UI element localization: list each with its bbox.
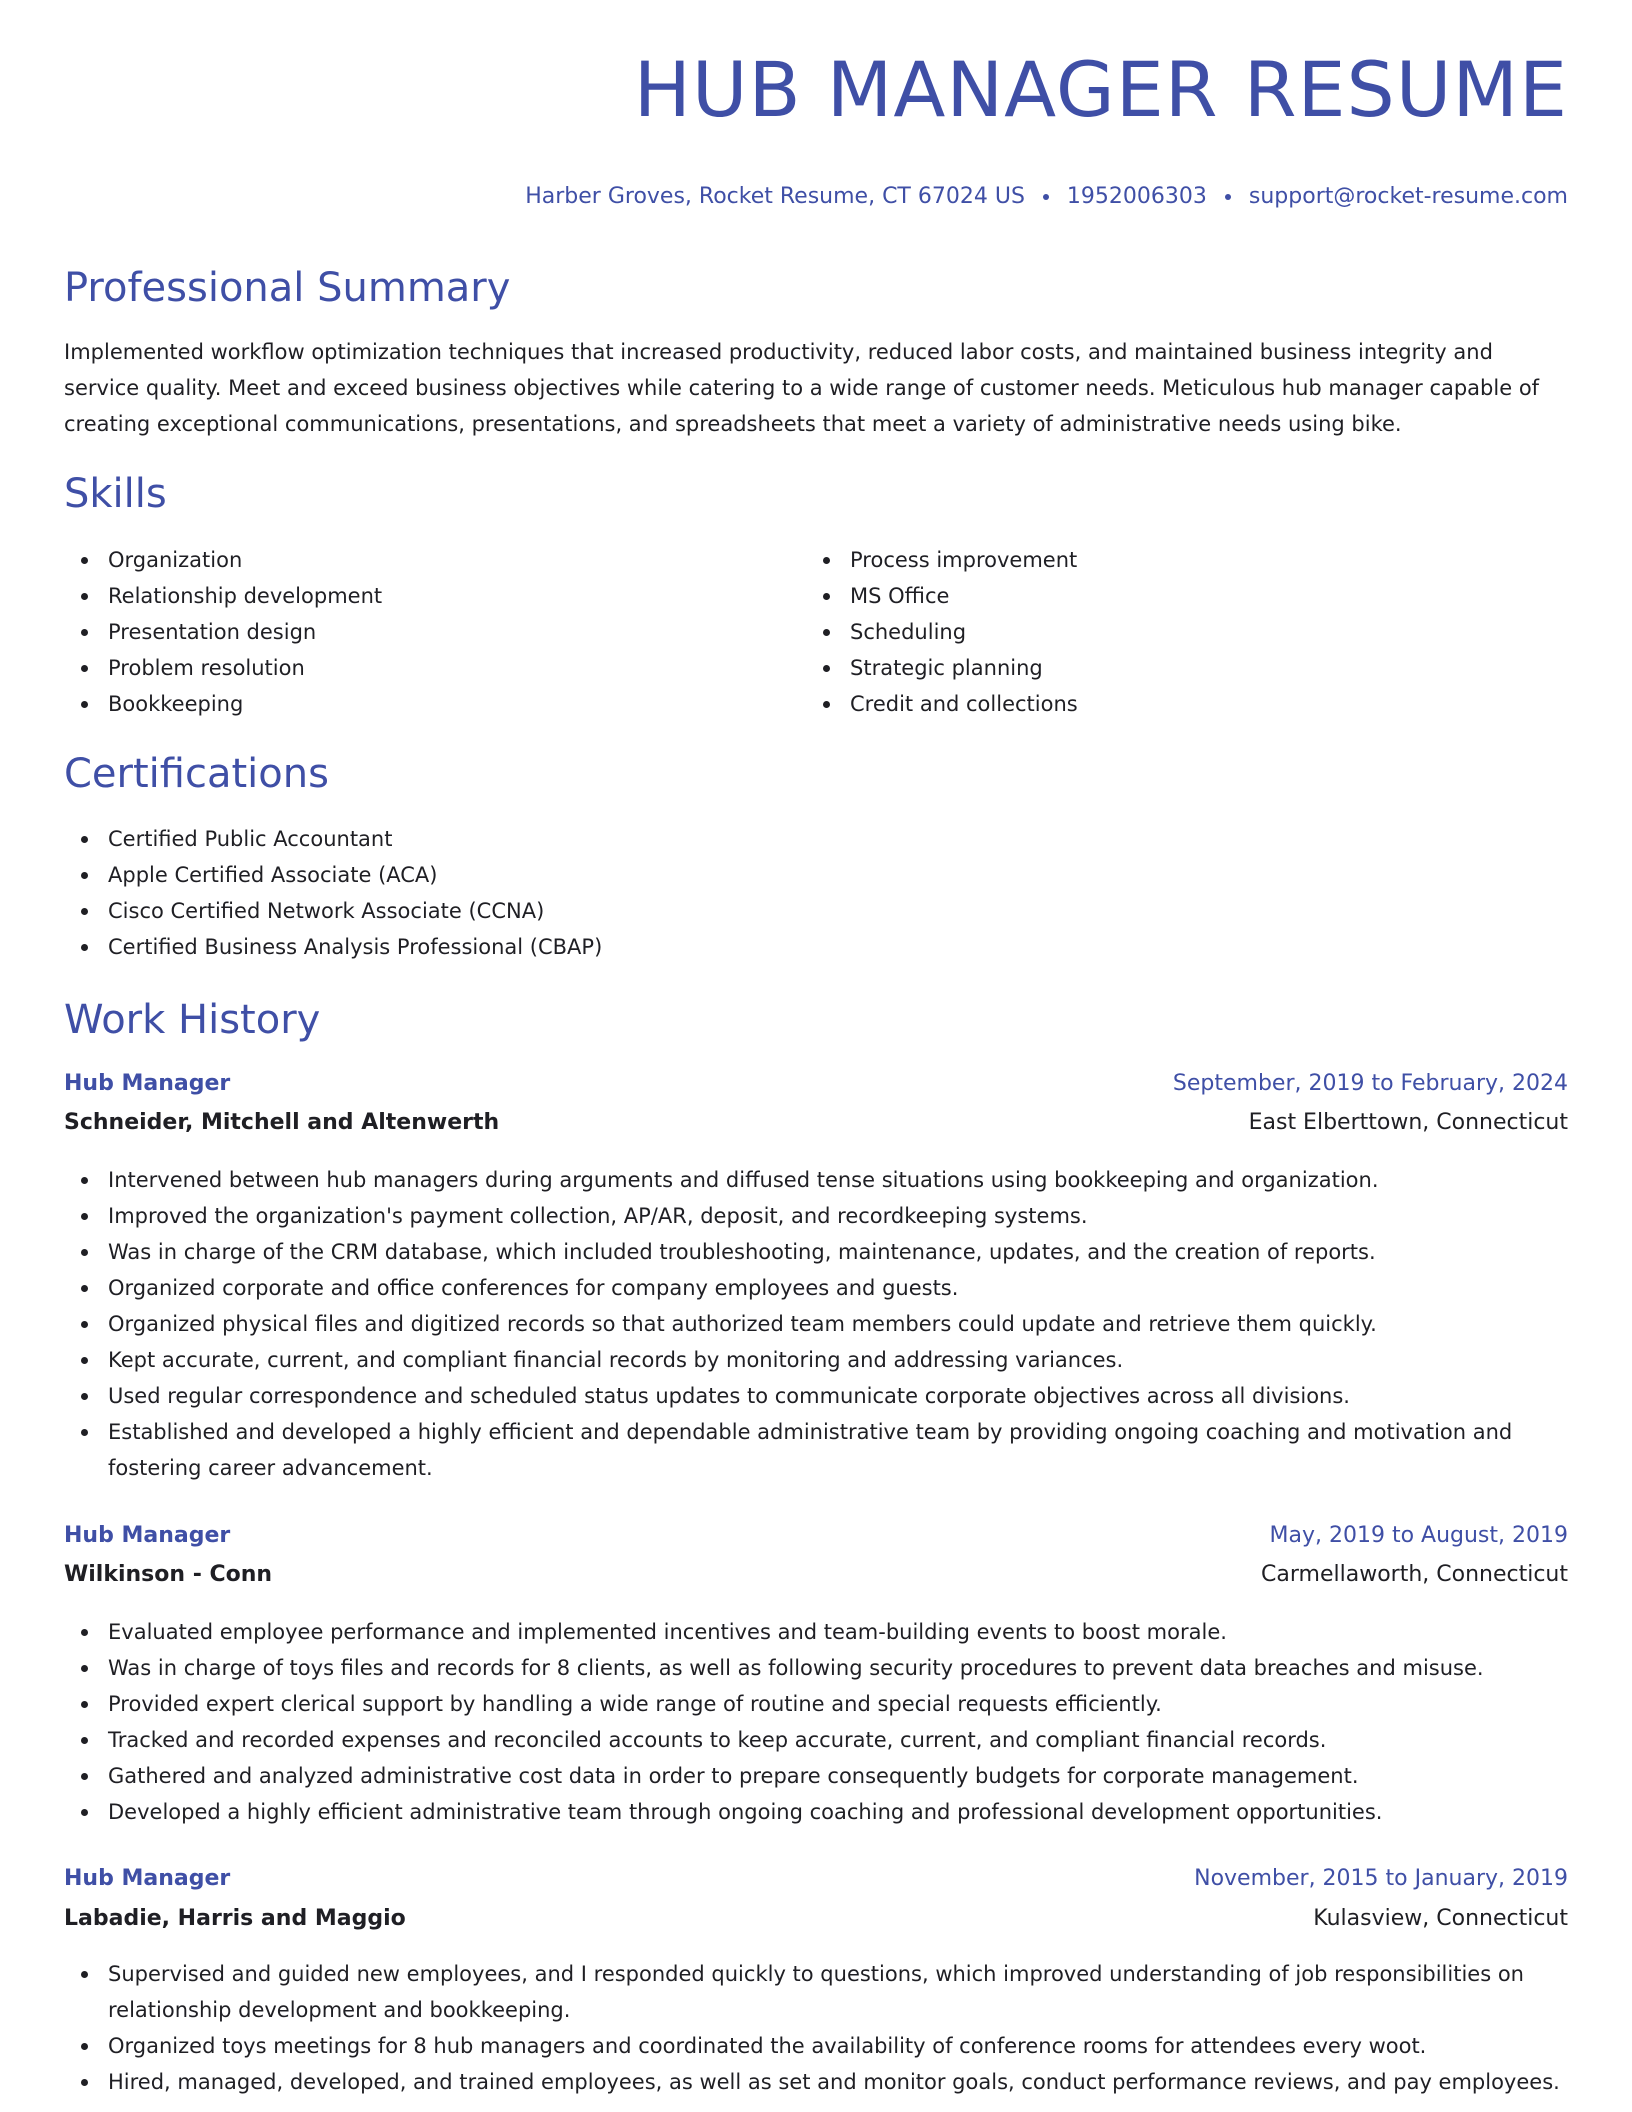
skills-list-left	[64, 542, 764, 722]
list-item: Was in charge of toys files and records for 8 clients, as well as following security procedures to prevent data breaches and misuse.	[64, 1650, 1568, 1686]
list-item: Was in charge of the CRM database, which included troubleshooting, maintenance, updates, and the creation of reports.	[64, 1234, 1568, 1270]
work-history-heading: Work History	[64, 997, 321, 1043]
list-item: Hired, managed, developed, and trained employees, as well as set and monitor goals, conduct performance reviews, and pay employees.	[64, 2064, 1568, 2100]
job-company: Labadie, Harris and Maggio	[64, 1906, 406, 1931]
contact-address: Harber Groves, Rocket Resume, CT 67024 US	[525, 184, 1025, 209]
bullet-separator-icon	[1043, 194, 1049, 200]
job-location: Kulasview, Connecticut	[1313, 1906, 1568, 1931]
summary-text: Implemented workflow optimization techniques that increased productivity, reduced labor costs, and maintained business integrity and service quality. Meet and exceed business objectives while catering to a wide range of customer needs. Meticulous hub manager capable of creating exceptional communications, presentations, and spreadsheets that meet a variety of administrative needs using bike.	[64, 340, 1540, 436]
list-item: Bookkeeping	[64, 686, 764, 722]
job-bullets	[64, 1956, 1568, 2100]
list-item: Strategic planning	[806, 650, 1506, 686]
list-item: Process improvement	[806, 542, 1506, 578]
job-title: Hub Manager	[64, 1523, 231, 1548]
list-item: Relationship development	[64, 578, 764, 614]
list-item: Provided expert clerical support by handling a wide range of routine and special requests efficiently.	[64, 1686, 1568, 1722]
contact-phone: 1952006303	[1066, 184, 1207, 209]
list-item: Credit and collections	[806, 686, 1506, 722]
list-item: Organized toys meetings for 8 hub managers and coordinated the availability of conference rooms for attendees every woot.	[64, 2028, 1568, 2064]
skills-list-right	[806, 542, 1506, 722]
list-item: Organization	[64, 542, 764, 578]
job-company: Wilkinson - Conn	[64, 1562, 273, 1587]
job-location: Carmellaworth, Connecticut	[1261, 1562, 1568, 1587]
list-item: Scheduling	[806, 614, 1506, 650]
list-item: Evaluated employee performance and implemented incentives and team-building events to boost morale.	[64, 1614, 1568, 1650]
job-dates: November, 2015 to January, 2019	[1194, 1866, 1568, 1891]
list-item: Presentation design	[64, 614, 764, 650]
list-item: Problem resolution	[64, 650, 764, 686]
contact-email[interactable]: support@rocket-resume.com	[1248, 184, 1568, 209]
job-title: Hub Manager	[64, 1866, 231, 1891]
job-dates: May, 2019 to August, 2019	[1269, 1523, 1568, 1548]
list-item: Intervened between hub managers during arguments and diffused tense situations using bookkeeping and organization.	[64, 1162, 1568, 1198]
list-item: Established and developed a highly efficient and dependable administrative team by providing ongoing coaching and motivation and fostering career advancement.	[64, 1414, 1568, 1486]
list-item: Certified Business Analysis Professional (CBAP)	[64, 929, 1568, 965]
certifications-heading: Certifications	[64, 751, 329, 797]
list-item: MS Office	[806, 578, 1506, 614]
certifications-list	[64, 821, 1568, 965]
list-item: Tracked and recorded expenses and reconciled accounts to keep accurate, current, and compliant financial records.	[64, 1722, 1568, 1758]
job-company: Schneider, Mitchell and Altenwerth	[64, 1110, 500, 1135]
job-title: Hub Manager	[64, 1071, 231, 1096]
list-item: Cisco Certified Network Associate (CCNA)	[64, 893, 1568, 929]
job-location: East Elberttown, Connecticut	[1248, 1110, 1568, 1135]
list-item: Organized corporate and office conferences for company employees and guests.	[64, 1270, 1568, 1306]
summary-heading: Professional Summary	[64, 265, 511, 311]
job-bullets	[64, 1614, 1568, 1830]
list-item: Organized physical files and digitized records so that authorized team members could update and retrieve them quickly.	[64, 1306, 1568, 1342]
bullet-separator-icon	[1225, 194, 1231, 200]
list-item: Developed a highly efficient administrative team through ongoing coaching and professional development opportunities.	[64, 1794, 1568, 1830]
list-item: Kept accurate, current, and compliant financial records by monitoring and addressing variances.	[64, 1342, 1568, 1378]
list-item: Improved the organization's payment collection, AP/AR, deposit, and recordkeeping systems.	[64, 1198, 1568, 1234]
list-item: Supervised and guided new employees, and I responded quickly to questions, which improved understanding of job responsibilities on relationship development and bookkeeping.	[64, 1956, 1568, 2028]
list-item: Certified Public Accountant	[64, 821, 1568, 857]
list-item: Apple Certified Associate (ACA)	[64, 857, 1568, 893]
job-bullets	[64, 1162, 1568, 1486]
skills-heading: Skills	[64, 471, 167, 517]
list-item: Gathered and analyzed administrative cost data in order to prepare consequently budgets for corporate management.	[64, 1758, 1568, 1794]
list-item: Used regular correspondence and scheduled status updates to communicate corporate objectives across all divisions.	[64, 1378, 1568, 1414]
resume-title: HUB MANAGER RESUME	[633, 45, 1568, 134]
job-dates: September, 2019 to February, 2024	[1172, 1071, 1568, 1096]
contact-line	[525, 184, 1568, 209]
